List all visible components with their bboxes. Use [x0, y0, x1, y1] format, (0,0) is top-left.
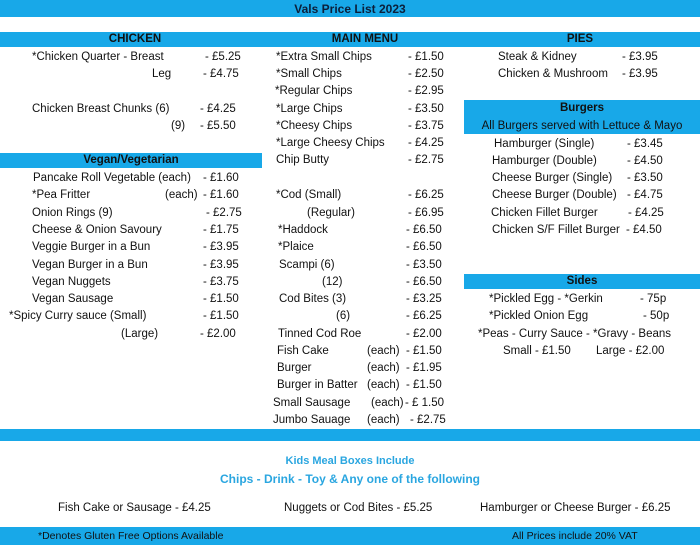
menu-item-price: - £6.25 [406, 310, 442, 322]
menu-item-price: - £4.75 [203, 68, 239, 80]
menu-item-name: *Pickled Onion Egg [489, 310, 589, 322]
kids-option: Nuggets or Cod Bites - £5.25 [284, 502, 433, 514]
pies-header: PIES [460, 32, 700, 47]
menu-item-price: - £3.95 [203, 259, 239, 271]
menu-item-qualifier: (each) [165, 189, 198, 201]
menu-item-price: - £1.50 [408, 51, 444, 63]
sauce-large-price: Large - £2.00 [596, 345, 665, 357]
menu-item-price: - £5.25 [205, 51, 241, 63]
menu-item-name: Hamburger (Single) [494, 138, 595, 150]
menu-item-name: *Cheesy Chips [276, 120, 353, 132]
menu-item-price: - £2.00 [406, 328, 442, 340]
menu-item-name: *Pea Fritter [32, 189, 91, 201]
menu-item-name: Chicken & Mushroom [498, 68, 608, 80]
menu-item-price: - £3.50 [408, 103, 444, 115]
menu-item-price: - £6.95 [408, 207, 444, 219]
menu-item-price: - £ 1.50 [405, 397, 444, 409]
menu-item-price: - £4.25 [408, 137, 444, 149]
menu-item-name: Leg [152, 68, 172, 80]
menu-item-price: - £3.95 [622, 68, 658, 80]
sides-header: Sides [464, 274, 700, 289]
menu-item-name: (Regular) [307, 207, 355, 219]
kids-option: Hamburger or Cheese Burger - £6.25 [480, 502, 671, 514]
menu-item-name: Tinned Cod Roe [278, 328, 362, 340]
menu-item-name: *Regular Chips [275, 85, 353, 97]
menu-item-price: - £2.75 [206, 207, 242, 219]
menu-item-name: Cheese Burger (Double) [492, 189, 617, 201]
menu-item-name: Small Sausage [273, 397, 351, 409]
menu-item-qualifier: (each) [367, 362, 400, 374]
menu-item-name: Vegan Burger in a Bun [32, 259, 148, 271]
menu-item-name: Pancake Roll Vegetable (each) [33, 172, 191, 184]
menu-item-price: - £1.75 [203, 224, 239, 236]
menu-item-price: - £1.60 [203, 189, 239, 201]
burgers-subheader: All Burgers served with Lettuce & Mayo [481, 120, 683, 132]
menu-item-name: *Small Chips [276, 68, 342, 80]
menu-item-qualifier: (each) [367, 414, 400, 426]
menu-item-price: - £2.75 [410, 414, 446, 426]
menu-item-name: Scampi (6) [279, 259, 335, 271]
menu-item-name: (6) [336, 310, 351, 322]
menu-item-name: Vegan Nuggets [32, 276, 111, 288]
menu-item-name: Cod Bites (3) [279, 293, 347, 305]
menu-item-price: - £1.50 [203, 310, 239, 322]
menu-item-price: - 75p [640, 293, 667, 305]
menu-item-name: Chicken Fillet Burger [491, 207, 598, 219]
menu-item-name: Veggie Burger in a Bun [32, 241, 151, 253]
vegan-header: Vegan/Vegetarian [0, 153, 262, 168]
menu-item-price: - £4.50 [627, 155, 663, 167]
menu-item-qualifier: (each) [367, 345, 400, 357]
menu-item-name: *Chicken Quarter - Breast [32, 51, 164, 63]
gluten-free-note: *Denotes Gluten Free Options Available [38, 530, 224, 542]
section-divider-bar [0, 429, 700, 441]
menu-item-name: Cheese Burger (Single) [492, 172, 613, 184]
menu-item-price: - £3.75 [203, 276, 239, 288]
kids-subtitle: Chips - Drink - Toy & Any one of the following [220, 472, 480, 486]
menu-item-price: - £3.95 [203, 241, 239, 253]
menu-item-name: *Pickled Egg - *Gerkin [489, 293, 603, 305]
menu-item-price: - £4.75 [627, 189, 663, 201]
menu-item-price: - £2.50 [408, 68, 444, 80]
menu-item-price: - £4.50 [626, 224, 662, 236]
menu-item-name: *Haddock [278, 224, 328, 236]
menu-item-name: (Large) [121, 328, 159, 340]
menu-item-name: Vegan Sausage [32, 293, 114, 305]
menu-item-name: Chicken Breast Chunks (6) [32, 103, 170, 115]
menu-item-name: Chip Butty [276, 154, 330, 166]
menu-item-price: - £1.60 [203, 172, 239, 184]
menu-item-name: Jumbo Sauage [273, 414, 351, 426]
menu-item-name: *Extra Small Chips [276, 51, 372, 63]
menu-item-price: - 50p [643, 310, 670, 322]
menu-item-price: - £3.50 [627, 172, 663, 184]
menu-item-name: *Spicy Curry sauce (Small) [9, 310, 147, 322]
sauces-line: *Peas - Curry Sauce - *Gravy - Beans [478, 328, 672, 340]
menu-item-name: (9) [171, 120, 186, 132]
sauce-small-price: Small - £1.50 [503, 345, 571, 357]
main-menu-header: MAIN MENU [270, 32, 460, 47]
kids-option: Fish Cake or Sausage - £4.25 [58, 502, 211, 514]
menu-item-price: - £2.75 [408, 154, 444, 166]
vat-note: All Prices include 20% VAT [512, 530, 638, 542]
menu-item-name: Burger [277, 362, 312, 374]
menu-item-name: Fish Cake [277, 345, 329, 357]
menu-item-name: *Large Cheesy Chips [276, 137, 385, 149]
menu-item-name: Hamburger (Double) [492, 155, 597, 167]
burgers-header: Burgers [559, 102, 605, 114]
menu-item-price: - £3.50 [406, 259, 442, 271]
menu-item-price: - £1.50 [406, 345, 442, 357]
menu-item-name: Burger in Batter [277, 379, 358, 391]
menu-item-name: *Plaice [278, 241, 314, 253]
menu-item-name: Cheese & Onion Savoury [32, 224, 162, 236]
menu-item-price: - £6.50 [406, 224, 442, 236]
chicken-header: CHICKEN [0, 32, 270, 47]
menu-item-price: - £1.50 [203, 293, 239, 305]
kids-title: Kids Meal Boxes Include [285, 455, 415, 467]
menu-item-price: - £4.25 [200, 103, 236, 115]
menu-item-price: - £6.25 [408, 189, 444, 201]
menu-item-price: - £6.50 [406, 241, 442, 253]
menu-item-price: - £3.75 [408, 120, 444, 132]
menu-item-qualifier: (each) [371, 397, 404, 409]
menu-item-price: - £3.45 [627, 138, 663, 150]
menu-item-price: - £1.95 [406, 362, 442, 374]
menu-item-name: *Cod (Small) [276, 189, 342, 201]
menu-item-name: Steak & Kidney [498, 51, 577, 63]
menu-item-price: - £2.00 [200, 328, 236, 340]
menu-item-price: - £3.25 [406, 293, 442, 305]
page-title: Vals Price List 2023 [294, 2, 406, 16]
menu-item-price: - £6.50 [406, 276, 442, 288]
menu-item-name: Onion Rings (9) [32, 207, 113, 219]
menu-item-price: - £1.50 [406, 379, 442, 391]
menu-item-price: - £5.50 [200, 120, 236, 132]
menu-item-qualifier: (each) [367, 379, 400, 391]
menu-item-price: - £4.25 [628, 207, 664, 219]
menu-item-name: (12) [322, 276, 343, 288]
menu-item-name: Chicken S/F Fillet Burger [492, 224, 620, 236]
menu-item-name: *Large Chips [276, 103, 343, 115]
menu-item-price: - £2.95 [408, 85, 444, 97]
menu-item-price: - £3.95 [622, 51, 658, 63]
